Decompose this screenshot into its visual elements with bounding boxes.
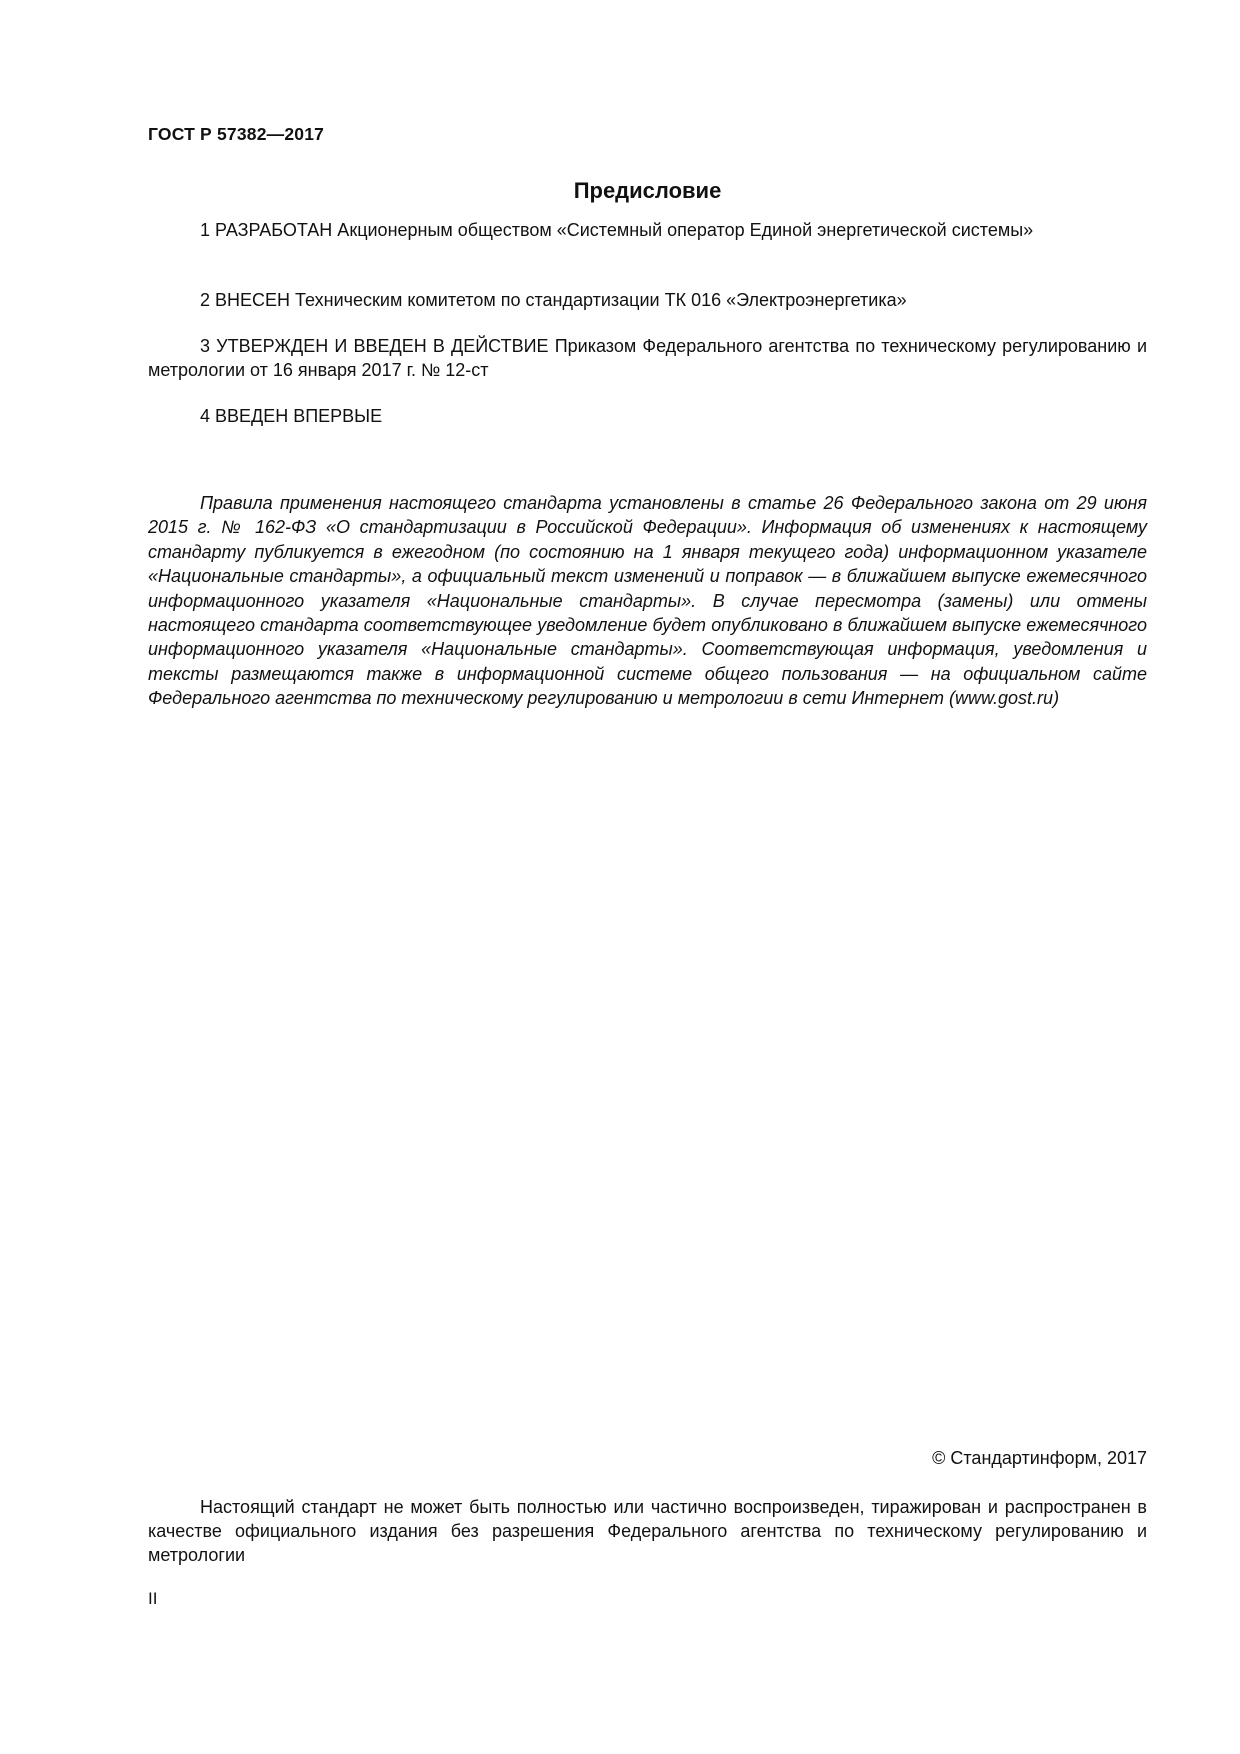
rules-notice: Правила применения настоящего стандарта установлены в статье 26 Федерального закона от 29 июня 2015 г. № 162-ФЗ «О стандартизации в Российской Федерации». Информация об изменениях к настоящему стандарту публикуется в ежегодном (по состоянию на 1 января текущего года) информационном указателе «Национальные стандарты», а официальный текст изменений и поправок — в ближайшем выпуске ежемесячного информационного указателя «Национальные стандарты». В случае пересмотра (замены) или отмены настоящего стандарта соответствующее уведомление будет опубликовано в ближайшем выпуске ежемесячного информационного указателя «Национальные стандарты». Соответствующая информация, уведомления и тексты размещаются также в информационной системе общего пользования — на официальном сайте Федерального агентства по техническому регулированию и метрологии в сети Интернет (www.gost.ru) [148,493,1147,709]
document-id: ГОСТ Р 57382—2017 [148,124,325,144]
foreword-item-4: 4 ВВЕДЕН ВПЕРВЫЕ [200,406,383,426]
foreword-title: Предисловие [573,178,722,203]
foreword-item-3: 3 УТВЕРЖДЕН И ВВЕДЕН В ДЕЙСТВИЕ Приказом Федерального агентства по техническому регулированию и метрологии от 16 января 2017 г. № 12-ст [148,336,1147,380]
foreword-item-1: 1 РАЗРАБОТАН Акционерным обществом «Системный оператор Единой энергетической системы» [200,220,1034,240]
copyright-line: © Стандартинформ, 2017 [932,1448,1147,1468]
reproduction-notice: Настоящий стандарт не может быть полностью или частично воспроизведен, тиражирован и распространен в качестве официального издания без разрешения Федерального агентства по техническому регулированию и метрологии [148,1497,1147,1565]
foreword-item-2: 2 ВНЕСЕН Техническим комитетом по стандартизации ТК 016 «Электроэнергетика» [200,290,907,310]
page-number: II [148,1589,158,1608]
